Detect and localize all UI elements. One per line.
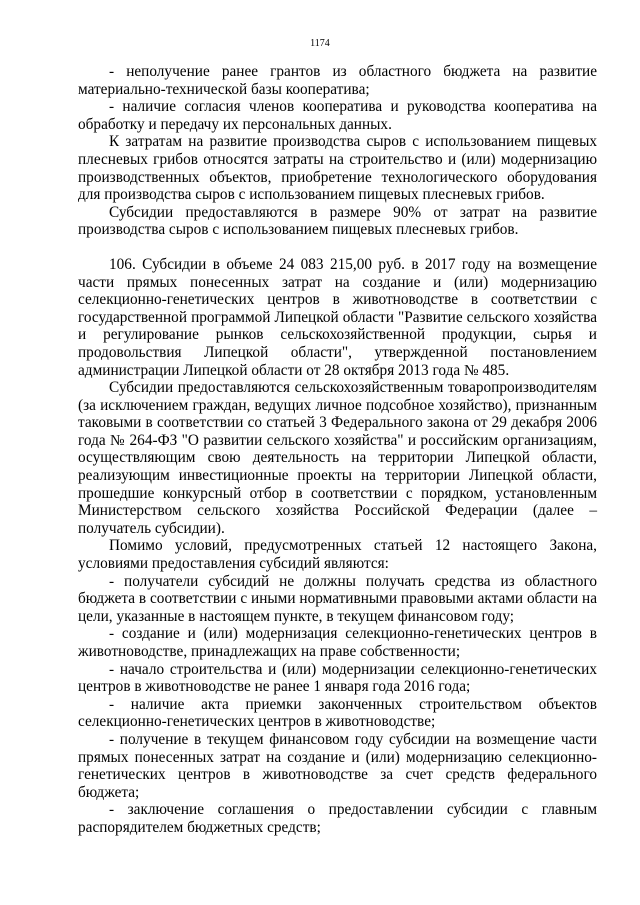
paragraph-recipients: Субсидии предоставляются сельскохозяйственным товаропроизводителям (за исключением граждан, ведущих личное подсобное хозяйство), признанным таковыми в соответствии со статьей 3 Федерального закона от 29 декабря 2006 года № 264-ФЗ "О развитии сельского хозяйства" и российским организациям, осуществляющим свою деятельность на территории Липецкой области, реализующим инвестиционные проекты на территории Липецкой области, прошедшие конкурсный отбор в соответствии с порядком, установленным Министерством сельского хозяйства Российской Федерации (далее – получатель субсидии). bbox=[78, 379, 597, 537]
paragraph-bullet-consent: - наличие согласия членов кооператива и руководства кооператива на обработку и передачу их персональных данных. bbox=[78, 98, 597, 133]
document-body bbox=[78, 63, 597, 837]
paragraph-bullet-no-other-funds: - получатели субсидий не должны получать средства из областного бюджета в соответствии с иными нормативными правовыми актами области на цели, указанные в настоящем пункте, в текущем финансовом году; bbox=[78, 572, 597, 625]
paragraph-bullet-creation: - создание и (или) модернизация селекционно-генетических центров в животноводстве, принадлежащих на праве собственности; bbox=[78, 625, 597, 660]
page-number: 1174 bbox=[310, 38, 330, 49]
paragraph-subsidy-rate: Субсидии предоставляются в размере 90% от затрат на развитие производства сыров с использованием пищевых плесневых грибов. bbox=[78, 203, 597, 239]
paragraph-bullet-federal-subsidy: - получение в текущем финансовом году субсидии на возмещение части прямых понесенных затрат на создание и (или) модернизацию селекционно-генетических центров в животноводстве за счет средств федерального бюджета; bbox=[78, 730, 597, 801]
paragraph-bullet-agreement: - заключение соглашения о предоставлении субсидии с главным распорядителем бюджетных средств; bbox=[78, 801, 597, 836]
paragraph-bullet-no-grants: - неполучение ранее грантов из областного бюджета на развитие материально-технической базы кооператива; bbox=[78, 63, 597, 98]
paragraph-conditions-intro: Помимо условий, предусмотренных статьей 12 настоящего Закона, условиями предоставления субсидий являются: bbox=[78, 537, 597, 573]
paragraph-bullet-start-date: - начало строительства и (или) модернизации селекционно-генетических центров в животноводстве не ранее 1 января года 2016 года; bbox=[78, 660, 597, 696]
paragraph-item-106: 106. Субсидии в объеме 24 083 215,00 руб. в 2017 году на возмещение части прямых понесенных затрат на создание и (или) модернизацию селекционно-генетических центров в животноводстве в соответствии с государственной программой Липецкой области "Развитие сельского хозяйства и регулирование рынков сельскохозяйственной продукции, сырья и продовольствия Липецкой области", утвержденной постановлением администрации Липецкой области от 28 октября 2013 года № 485. bbox=[78, 255, 597, 379]
paragraph-bullet-acceptance-act: - наличие акта приемки законченных строительством объектов селекционно-генетических центров в животноводстве; bbox=[78, 695, 597, 731]
paragraph-cheese-costs: К затратам на развитие производства сыров с использованием пищевых плесневых грибов относятся затраты на строительство и (или) модернизацию производственных объектов, приобретение технологического оборудования для производства сыров с использованием пищевых плесневых грибов. bbox=[78, 133, 597, 204]
